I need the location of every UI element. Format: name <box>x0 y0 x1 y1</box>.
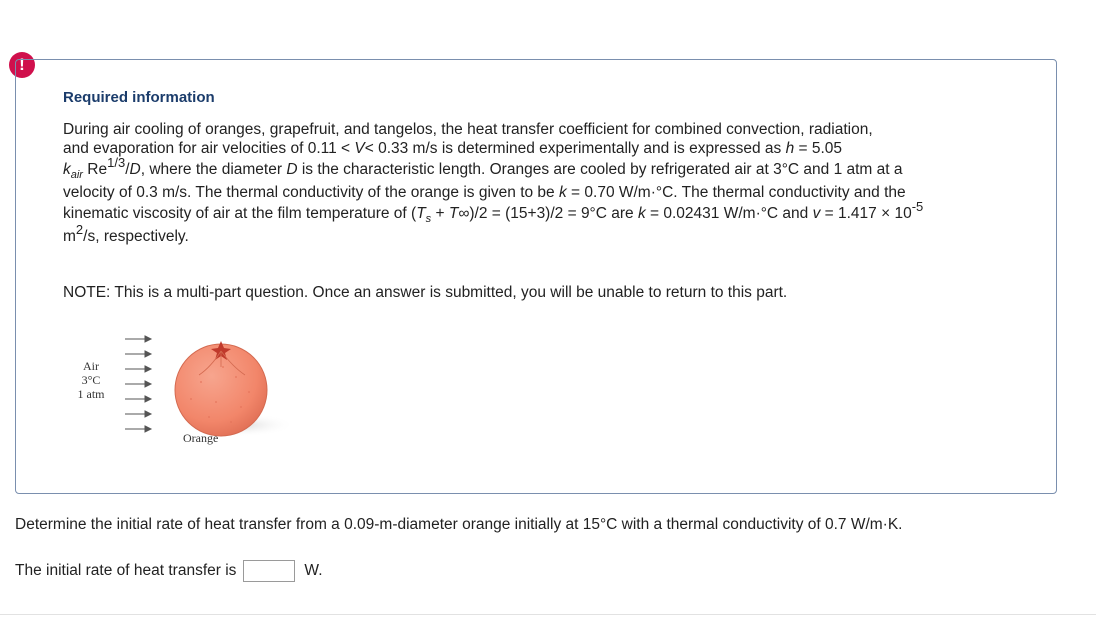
statement-text: is the characteristic length. Oranges are cooled by refrigerated air at 3°C and 1 atm at a <box>297 161 903 178</box>
statement-text: During air cooling of oranges, grapefruit, and tangelos, the heat transfer coefficient for combined convection, radiation, <box>63 121 873 138</box>
air-label-line: 1 atm <box>77 387 105 401</box>
statement-text: = 5.05 <box>794 140 843 157</box>
k-symbol: k <box>558 184 567 201</box>
statement-text: kinematic viscosity of air at the film temperature of ( <box>63 205 417 222</box>
statement-text: = 0.02431 W/m·°C and <box>645 205 813 222</box>
h-symbol: h <box>785 140 795 157</box>
statement-line <box>63 120 1023 139</box>
required-information-panel <box>15 59 1057 494</box>
t-symbol: T <box>416 205 426 222</box>
air-conditions-label <box>71 359 111 401</box>
d-symbol: D <box>286 161 298 178</box>
nu-symbol: v <box>812 205 821 222</box>
statement-text: /s, respectively. <box>83 228 189 245</box>
statement-line <box>63 139 1023 158</box>
statement-text: m <box>63 228 76 245</box>
answer-unit: W. <box>304 562 323 579</box>
statement-text: )/2 = (15+3)/2 = 9°C are <box>469 205 638 222</box>
note-text: NOTE: This is a multi-part question. Once an answer is submitted, you will be unable to return to this part. <box>63 284 788 301</box>
statement-line <box>63 155 1023 181</box>
air-label-line: Air <box>83 359 99 373</box>
velocity-symbol: V <box>354 140 365 157</box>
statement-text: + <box>431 205 449 222</box>
answer-row <box>15 560 323 582</box>
statement-text: = 0.70 W/m·°C. The thermal conductivity and the <box>566 184 906 201</box>
heat-transfer-rate-input[interactable] <box>243 560 295 582</box>
statement-text: / <box>125 161 130 178</box>
superscript: -5 <box>911 199 924 214</box>
statement-line <box>63 199 1023 225</box>
d-symbol: D <box>129 161 141 178</box>
statement-line <box>63 222 1023 246</box>
superscript: 1/3 <box>107 155 126 170</box>
answer-prompt: The initial rate of heat transfer is <box>15 562 237 579</box>
statement-text: Re <box>82 161 108 178</box>
statement-text: < 0.33 m/s is determined experimentally and is expressed as <box>364 140 786 157</box>
divider <box>0 614 1096 615</box>
superscript: 2 <box>75 222 84 237</box>
subscript: s <box>425 213 432 225</box>
question-text: Determine the initial rate of heat transfer from a 0.09-m-diameter orange initially at 15°C with a thermal conductivity of 0.7 W/m·K. <box>15 516 903 533</box>
k-symbol: k <box>637 205 646 222</box>
exclamation-icon: ! <box>9 52 35 78</box>
k-symbol: k <box>63 161 71 178</box>
statement-line <box>63 183 1023 202</box>
orange-label: Orange <box>183 431 219 445</box>
problem-statement <box>63 120 1023 246</box>
orange-cooling-figure <box>71 327 291 457</box>
statement-text: = 1.417 × 10 <box>820 205 912 222</box>
statement-text: , where the diameter <box>140 161 287 178</box>
statement-text: and evaporation for air velocities of 0.11 < <box>63 140 355 157</box>
airflow-arrows <box>125 336 151 432</box>
info-title: Required information <box>63 89 215 106</box>
statement-text: velocity of 0.3 m/s. The thermal conductivity of the orange is given to be <box>63 184 559 201</box>
subscript: air <box>70 169 83 181</box>
air-label-line: 3°C <box>81 373 101 387</box>
t-inf-symbol: T∞ <box>448 205 470 222</box>
